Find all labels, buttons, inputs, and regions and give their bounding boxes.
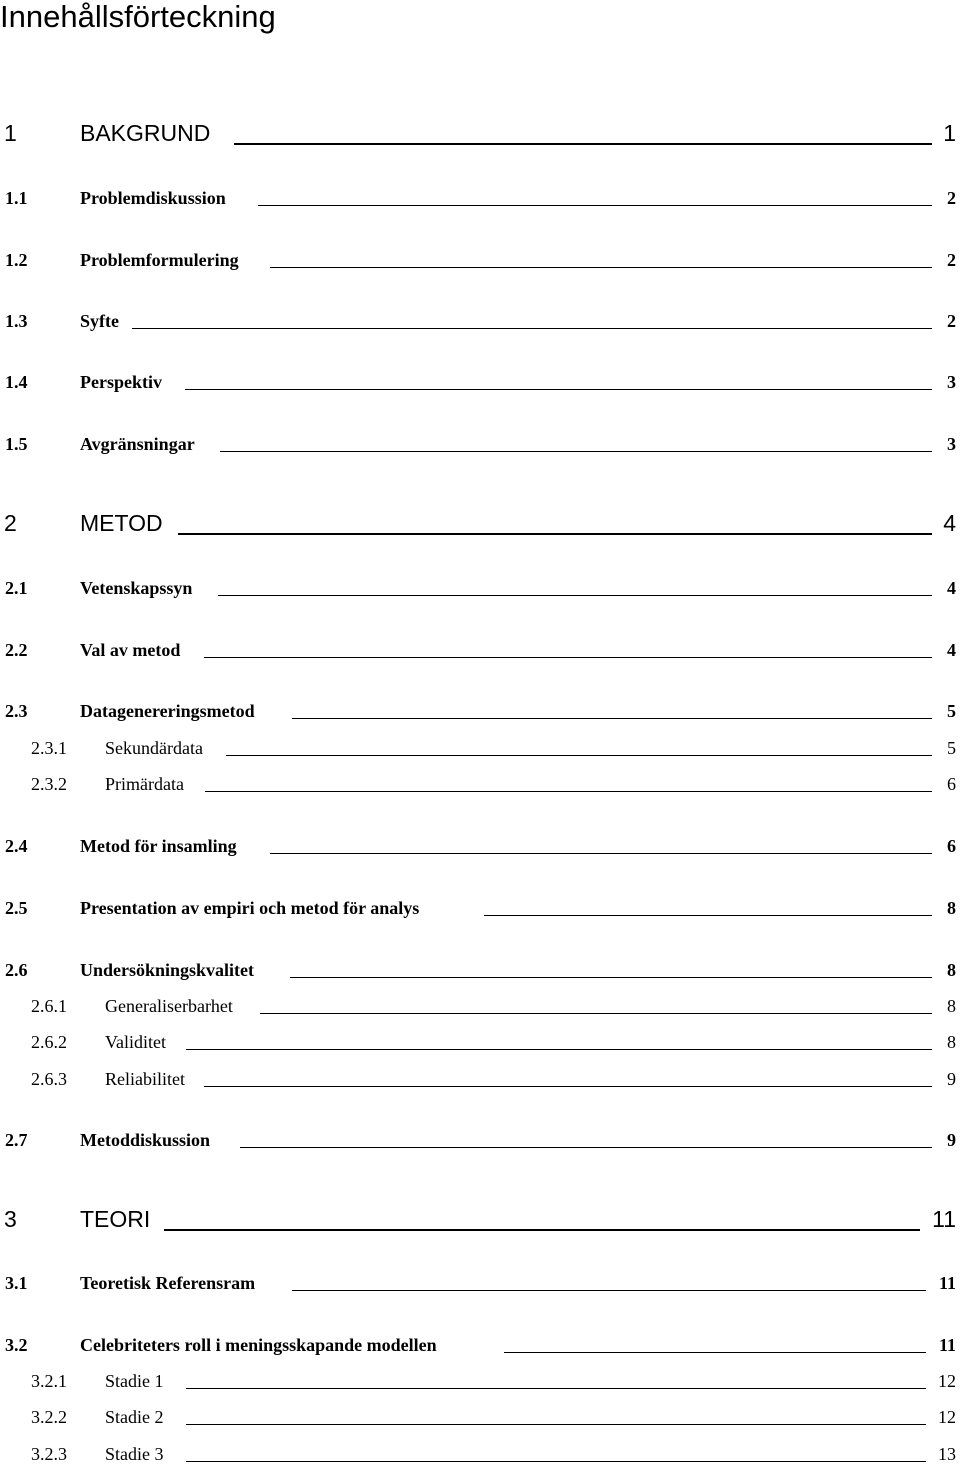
toc-number: 1.2 <box>5 250 28 270</box>
toc-leader-line <box>132 328 932 329</box>
toc-number: 2.7 <box>5 1130 28 1150</box>
toc-leader-line <box>290 977 932 978</box>
toc-page-number: 12 <box>938 1371 956 1391</box>
toc-page-number: 8 <box>947 960 956 980</box>
toc-label: Avgränsningar <box>80 434 195 454</box>
toc-number: 2 <box>4 510 17 536</box>
toc-number: 2.1 <box>5 578 28 598</box>
toc-page-number: 8 <box>947 1032 956 1052</box>
toc-label: Celebriteters roll i meningsskapande modellen <box>80 1335 437 1355</box>
toc-label: Validitet <box>105 1032 166 1052</box>
toc-leader-line <box>186 1424 926 1425</box>
toc-page-number: 2 <box>947 188 956 208</box>
toc-leader-line <box>205 791 932 792</box>
toc-leader-line <box>178 533 932 535</box>
toc-leader-line <box>234 143 932 145</box>
toc-entry-2-2[interactable] <box>0 636 960 662</box>
toc-page-number: 9 <box>947 1130 956 1150</box>
page-title: Innehållsförteckning <box>0 0 276 34</box>
toc-number: 2.4 <box>5 836 28 856</box>
toc-entry-2-6-1[interactable] <box>0 992 960 1018</box>
toc-number: 1.4 <box>5 372 28 392</box>
toc-entry-1-4[interactable] <box>0 368 960 394</box>
toc-number: 3.1 <box>5 1273 28 1293</box>
toc-entry-1-5[interactable] <box>0 430 960 456</box>
toc-leader-line <box>240 1147 932 1148</box>
toc-label: Teoretisk Referensram <box>80 1273 256 1293</box>
toc-number: 3.2.3 <box>31 1444 67 1464</box>
toc-entry-3-1[interactable] <box>0 1269 960 1295</box>
toc-label: Reliabilitet <box>105 1069 185 1089</box>
toc-entry-2-5[interactable] <box>0 894 960 920</box>
toc-page-number: 8 <box>947 996 956 1016</box>
toc-page-number: 6 <box>947 774 956 794</box>
toc-leader-line <box>292 1290 926 1291</box>
toc-entry-1-3[interactable] <box>0 307 960 333</box>
toc-leader-line <box>292 718 932 719</box>
toc-entry-3-2-1[interactable] <box>0 1367 960 1393</box>
toc-number: 3.2 <box>5 1335 28 1355</box>
toc-label: Stadie 1 <box>105 1371 164 1391</box>
toc-page-number: 5 <box>947 738 956 758</box>
toc-page-number: 4 <box>947 640 956 660</box>
toc-leader-line <box>204 657 932 658</box>
toc-page-number: 12 <box>938 1407 956 1427</box>
toc-label: Primärdata <box>105 774 184 794</box>
toc-leader-line <box>220 451 932 452</box>
toc-number: 2.6 <box>5 960 28 980</box>
toc-leader-line <box>186 1049 932 1050</box>
toc-page-number: 11 <box>932 1206 956 1232</box>
toc-page-number: 9 <box>947 1069 956 1089</box>
toc-entry-chapter-1[interactable] <box>0 114 960 148</box>
toc-number: 1 <box>4 120 17 146</box>
toc-entry-chapter-2[interactable] <box>0 504 960 538</box>
toc-label: Stadie 2 <box>105 1407 164 1427</box>
toc-page-number: 3 <box>947 434 956 454</box>
toc-leader-line <box>270 853 932 854</box>
toc-number: 2.6.1 <box>31 996 67 1016</box>
toc-entry-2-6-3[interactable] <box>0 1065 960 1091</box>
toc-leader-line <box>504 1352 926 1353</box>
toc-page-number: 2 <box>947 250 956 270</box>
toc-label: Sekundärdata <box>105 738 203 758</box>
toc-number: 2.2 <box>5 640 28 660</box>
toc-number: 2.3.2 <box>31 774 67 794</box>
toc-entry-1-1[interactable] <box>0 184 960 210</box>
toc-label: Metod för insamling <box>80 836 237 856</box>
toc-label: TEORI <box>80 1206 151 1232</box>
toc-page-number: 5 <box>947 701 956 721</box>
toc-entry-2-6-2[interactable] <box>0 1028 960 1054</box>
toc-label: BAKGRUND <box>80 120 211 146</box>
toc-leader-line <box>226 755 932 756</box>
toc-leader-line <box>185 389 932 390</box>
toc-number: 2.6.2 <box>31 1032 67 1052</box>
toc-page-number: 3 <box>947 372 956 392</box>
toc-label: Undersökningskvalitet <box>80 960 255 980</box>
toc-page-number: 1 <box>943 120 956 146</box>
toc-number: 2.3.1 <box>31 738 67 758</box>
toc-label: Stadie 3 <box>105 1444 164 1464</box>
toc-leader-line <box>260 1013 932 1014</box>
toc-entry-2-6[interactable] <box>0 956 960 982</box>
toc-label: METOD <box>80 510 163 536</box>
toc-leader-line <box>204 1086 932 1087</box>
toc-page-number: 4 <box>943 510 956 536</box>
toc-leader-line <box>484 915 932 916</box>
toc-page-number: 6 <box>947 836 956 856</box>
toc-number: 1.1 <box>5 188 28 208</box>
toc-entry-chapter-3[interactable] <box>0 1200 960 1234</box>
toc-leader-line <box>258 205 932 206</box>
toc-leader-line <box>218 595 932 596</box>
toc-entry-2-1[interactable] <box>0 574 960 600</box>
toc-number: 1.3 <box>5 311 28 331</box>
toc-number: 2.3 <box>5 701 28 721</box>
toc-label: Metoddiskussion <box>80 1130 211 1150</box>
toc-leader-line <box>270 267 932 268</box>
toc-number: 3 <box>4 1206 17 1232</box>
toc-label: Perspektiv <box>80 372 162 392</box>
toc-entry-1-2[interactable] <box>0 246 960 272</box>
toc-entry-3-2-3[interactable] <box>0 1440 960 1466</box>
toc-page-number: 4 <box>947 578 956 598</box>
toc-label: Problemformulering <box>80 250 239 270</box>
toc-entry-3-2[interactable] <box>0 1331 960 1357</box>
toc-page-number: 11 <box>938 1335 956 1355</box>
toc-page-number: 8 <box>947 898 956 918</box>
toc-leader-line <box>186 1461 926 1462</box>
toc-number: 1.5 <box>5 434 28 454</box>
toc-label: Vetenskapssyn <box>80 578 193 598</box>
toc-label: Val av metod <box>80 640 181 660</box>
toc-number: 3.2.1 <box>31 1371 67 1391</box>
toc-entry-2-3[interactable] <box>0 697 960 723</box>
toc-label: Datagenereringsmetod <box>80 701 255 721</box>
toc-leader-line <box>164 1229 920 1231</box>
toc-label: Syfte <box>80 311 119 331</box>
toc-page-number: 2 <box>947 311 956 331</box>
toc-entry-2-3-2[interactable] <box>0 770 960 796</box>
toc-page-number: 13 <box>938 1444 956 1464</box>
toc-label: Problemdiskussion <box>80 188 226 208</box>
toc-label: Generaliserbarhet <box>105 996 233 1016</box>
toc-label: Presentation av empiri och metod för analys <box>80 898 420 918</box>
toc-page-number: 11 <box>938 1273 956 1293</box>
toc-leader-line <box>186 1388 926 1389</box>
toc-number: 2.5 <box>5 898 28 918</box>
toc-entry-2-7[interactable] <box>0 1126 960 1152</box>
toc-number: 2.6.3 <box>31 1069 67 1089</box>
toc-entry-3-2-2[interactable] <box>0 1403 960 1429</box>
toc-number: 3.2.2 <box>31 1407 67 1427</box>
toc-entry-2-4[interactable] <box>0 832 960 858</box>
toc-entry-2-3-1[interactable] <box>0 734 960 760</box>
